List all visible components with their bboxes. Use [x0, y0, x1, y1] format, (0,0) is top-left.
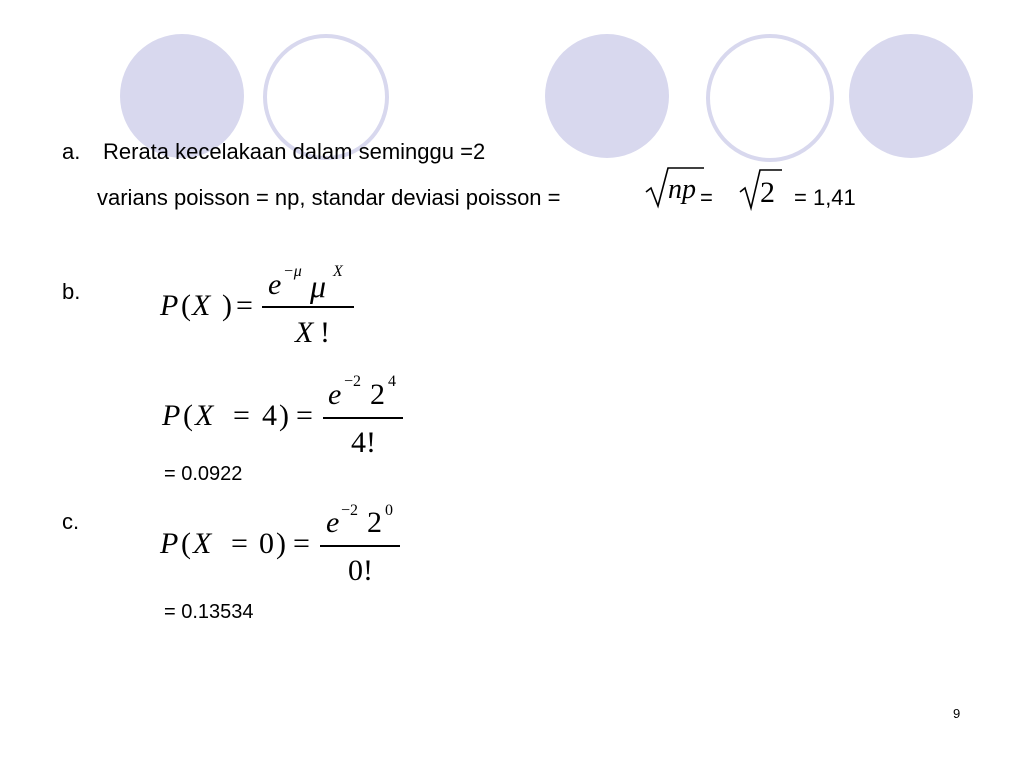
- calc4-den: 4!: [351, 426, 376, 459]
- calc0-lhs-P: P: [160, 527, 179, 560]
- formula-num-mu-exp: X: [333, 263, 343, 280]
- part-a-label: a.: [62, 139, 81, 164]
- part-b-label: b.: [62, 279, 81, 304]
- calc0-lhs-X: X: [193, 527, 212, 560]
- calc4-lhs-P: P: [162, 399, 181, 432]
- formula-num-e: e: [268, 268, 282, 301]
- calc0-den: 0!: [348, 554, 373, 587]
- part-c-label: c.: [62, 509, 80, 534]
- part-b-result: = 0.0922: [164, 463, 243, 485]
- formula-fraction-bar: [262, 306, 354, 308]
- circle-outline-icon: [706, 34, 834, 162]
- part-a-line2: varians poisson = np, standar deviasi poisson =: [97, 185, 561, 210]
- calc0-lhs-eq: =: [231, 527, 248, 560]
- formula-lhs-X: X: [192, 289, 211, 322]
- calc0-lhs-close: ): [276, 527, 286, 560]
- calc0-eq: =: [293, 527, 310, 560]
- part-a-line1: Rerata kecelakaan dalam seminggu =2: [103, 139, 486, 164]
- calc4-lhs-close: ): [279, 399, 289, 432]
- calc4-fraction-bar: [323, 417, 403, 419]
- formula-eq: =: [236, 289, 253, 322]
- sqrt-2-value: 2: [760, 176, 775, 209]
- circle-filled-icon: [849, 34, 973, 158]
- formula-den-bang: !: [320, 316, 330, 349]
- formula-lhs-close: ): [222, 289, 232, 322]
- calc0-num-exp: −2: [341, 502, 359, 519]
- part-a-result: = 1,41: [794, 185, 856, 210]
- calc4-lhs-eq: =: [233, 399, 250, 432]
- sqrt-np-value: np: [668, 174, 696, 205]
- calc0-num-e: e: [326, 506, 340, 539]
- calc4-lhs-X: X: [195, 399, 214, 432]
- circle-filled-icon: [545, 34, 669, 158]
- calc4-lhs-val: 4: [262, 399, 277, 432]
- calc4-num-exp: −2: [344, 373, 362, 390]
- calc4-lhs-open: (: [183, 399, 193, 432]
- calc4-eq: =: [296, 399, 313, 432]
- calc0-num-base: 2: [367, 506, 382, 539]
- calc4-num-base-exp: 4: [388, 373, 396, 390]
- formula-num-mu: μ: [310, 268, 327, 304]
- calc4-num-e: e: [328, 378, 342, 411]
- part-a-eq1: =: [700, 185, 713, 210]
- page-number: 9: [953, 706, 961, 721]
- calc0-num-base-exp: 0: [385, 502, 393, 519]
- calc0-lhs-open: (: [181, 527, 191, 560]
- formula-lhs-P: P: [160, 289, 179, 322]
- calc0-lhs-val: 0: [259, 527, 274, 560]
- part-c-result: = 0.13534: [164, 601, 254, 623]
- calc4-num-base: 2: [370, 378, 385, 411]
- formula-den-X: X: [295, 316, 314, 349]
- calc0-fraction-bar: [320, 545, 400, 547]
- formula-lhs-open: (: [181, 289, 191, 322]
- formula-num-exp: −μ: [283, 263, 302, 280]
